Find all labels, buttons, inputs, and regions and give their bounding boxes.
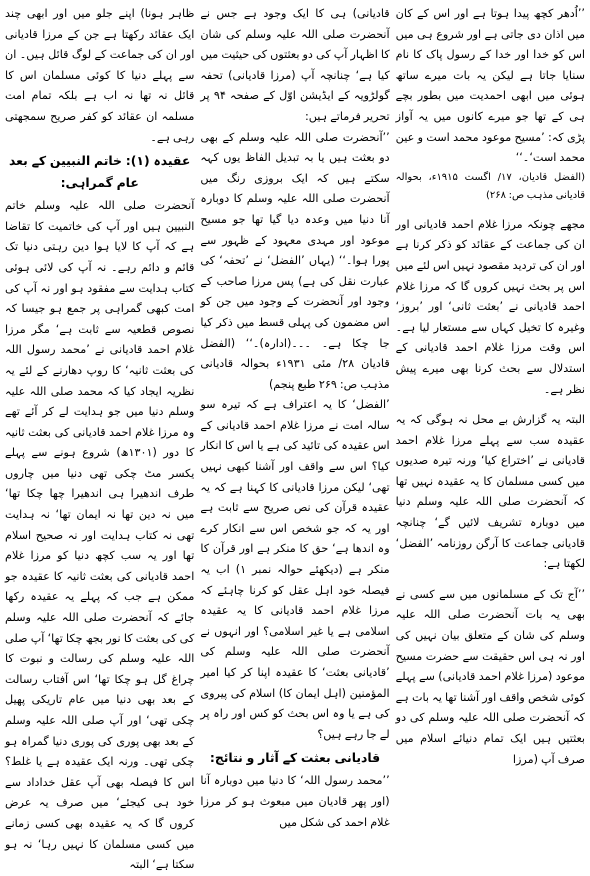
paragraph: قادیانی) ہی کا ایک وجود ہے جس نے آنحضرت صلی اللہ علیہ وسلم کی شان کا اظہار آپ کی دو بعثتوں کی حیثیت میں کیا ہے‘ چنانچہ آپ (مرزا قادیانی) تحفہ گولڑویہ کے ایڈیشن اوّل کے صفحہ ۹۴ پر تحریر فرماتے ہیں: xyxy=(200,7,390,123)
paragraph: ظاہر ہونا) اپنے جلو میں اور ابھی چند ایک عقائد رکھتا ہے جن کے مرزا قادیانی اور ان کی جماعت کے لوگ قائل ہیں۔ ان سے پہلے دنیا کا کوئی مسلمان اس کا قائل نہ تھا نہ اب ہے بلکہ تمام امت مسلمہ ان عقائد کو کفر صریح سمجھتی رہی ہے۔ xyxy=(5,7,195,144)
reference-citation: (الفضل قادیان، ۱۷/ اگست ۱۹۱۵ء، بحوالہ قادیانی مذہب ص: ۲۶۸) xyxy=(395,171,585,201)
section-heading: عقیدہ (۱): خاتم النبیین کے بعد عام گمراہی: xyxy=(9,153,191,191)
paragraph-gap xyxy=(396,205,585,215)
paragraph: آنحضرت صلی اللہ علیہ وسلم خاتم النبیین ہیں اور آپ کی خاتمیت کا تقاضا ہے کہ آپ کا لایا ہوا دین رہتی دنیا تک قائم و دائم رہے۔ نہ آپ کی لائی ہوئی کتاب ہدایت سے مفقود ہو اور نہ آپ کی امت کبھی گمراہی پر جمع ہو جیسا کہ نصوص قطعیہ سے ثابت ہے‘ مگر مرزا غلام احمد قادیانی نے ’محمد رسول اللہ کی بعثت ثانیہ‘ کا روپ دھارنے کے لئے یہ نظریہ ایجاد کیا کہ محمد صلی اللہ علیہ وسلم دنیا میں جو ہدایت لے کر آئے تھے وہ مرزا غلام احمد قادیانی کی بعثت ثانیہ کا دور (۱۳۰۱ھ) شروع ہونے سے پہلے یکسر مٹ چکی تھی دنیا میں چاروں طرف اندھیرا ہی اندھیرا چھا چکا تھا‘ میں نہ دین تھا نہ ایمان تھا‘ نہ ہدایت تھی نہ کتاب ہدایت اور نہ صحیح اسلام تھا اور یہ سب کچھ دنیا کو مرزا غلام احمد قادیانی کی بعثت ثانیہ کا عقیدہ جو ممکن ہے جب کہ پہلے یہ عقیدہ رکھا جائے کہ آنحضرت صلی اللہ علیہ وسلم کی کی بعثت کا نور بجھ چکا تھا‘ آپ صلی اللہ علیہ وسلم کی رسالت و نبوت کا چراغ گل ہو چکا تھا‘ اس آفتاب رسالت کے بعد بھی دنیا میں عام تاریکی پھیل چکی تھی‘ اور آپ صلی اللہ علیہ وسلم کے بعد بھی پوری کی پوری دنیا گمراہ ہو چکی تھی۔ ورنہ ایک عقیدہ ہے یا غلط؟ اس کا فیصلہ بھی آپ عقل خداداد سے خود ہی کیجئے‘ میں صرف یہ عرض کروں گا کہ یہ عقیدہ بھی کسی زمانے میں کسی مسلمان کا نہیں رہا‘ نہ ہو سکتا ہے‘ البتہ xyxy=(5,199,195,872)
paragraph: مجھے چونکہ مرزا غلام احمد قادیانی اور ان کی جماعت کے عقائد کو ذکر کرنا ہے اور ان کی تردید مقصود نہیں اس لئے میں اس پر بحث نہیں کروں گا کہ مرزا غلام احمد قادیانی نے ’بعثت ثانی‘ اور ’بروز‘ وغیرہ کا تخیل کہاں سے مستعار لیا ہے۔ اس وقت مرزا غلام احمد قادیانی کے استدلال سے بحث کرنا بھی میرے پیش نظر ہے۔ xyxy=(395,217,585,396)
paragraph-gap xyxy=(396,400,585,410)
section-heading: قادیانی بعثت کے آثار و نتائج: xyxy=(209,750,381,766)
column-left xyxy=(5,4,195,872)
column-middle xyxy=(200,4,390,829)
column-right xyxy=(396,4,585,779)
paragraph: ’’آنحضرت صلی اللہ علیہ وسلم کے بھی دو بعثت ہیں یا بہ تبدیل الفاظ یوں کہہ سکتے ہیں کہ ایک بروزی رنگ میں آنحضرت صلی اللہ علیہ وسلم کا دوبارہ آنا دنیا میں وعدہ دیا گیا تھا جو مسیح موعود اور مہدی معہود کے ظہور سے پورا ہوا۔‘‘ (یہاں ’الفضل‘ نے ’تحفہ‘ کی عبارت نقل کی ہے) پس مرزا صاحب کے وجود اور آنحضرت کے وجود میں جن کو اس مضمون کی پہلی قسط میں ذکر کیا جا چکا ہے۔ ۔۔۔(ادارہ)۔‘‘ (الفضل قادیان ۲۸/ مئی ۱۹۳۱ء بحوالہ قادیانی مذہب ص: ۲۶۹ طبع پنجم) xyxy=(200,130,390,391)
paragraph: ’’آج تک کے مسلمانوں میں سے کسی نے بھی یہ بات آنحضرت صلی اللہ علیہ وسلم کی شان کے متعلق بیان نہیں کی اور نہ ہی اس حقیقت سے حضرت مسیح موعود (مرزا غلام احمد قادیانی) سے پہلے کوئی شخص واقف اور آشنا تھا یہ بات ہے کہ آنحضرت صلی اللہ علیہ وسلم کی دو بعثتیں ہیں ایک تمام دنیائے اسلام میں صرف آپ (مرزا xyxy=(395,587,585,766)
paragraph: ’’اُدھر کچھ پیدا ہوتا ہے اور اس کے کان میں اذان دی جاتی ہے اور شروع ہی میں اس کو خدا اور خدا کے رسول پاک کا نام سنایا جاتا ہے لیکن یہ بات میرے ساتھ ہوئی میں ابھی احمدیت میں بطور بچے ہی کے تھا جو میرے کانوں میں یہ آواز پڑی کہ: ’مسیح موعود محمد است و عین محمد است‘۔‘‘ xyxy=(395,7,585,165)
paragraph-gap xyxy=(396,575,585,585)
paragraph: ’’محمد رسول اللہ‘ کا دنیا میں دوبارہ آنا (اور پھر قادیان میں مبعوث ہو کر مرزا غلام احمد کی شکل میں xyxy=(200,774,390,829)
paragraph: البتہ یہ گزارش بے محل نہ ہوگی کہ یہ عقیدہ سب سے پہلے مرزا غلام احمد قادیانی نے ’اختراع کیا‘ ورنہ تیرہ صدیوں میں کسی مسلمان کا یہ عقیدہ نہیں تھا کہ آنحضرت صلی اللہ علیہ وسلم دنیا میں دوبارہ تشریف لائیں گے‘ چنانچہ قادیانی جماعت کا آرگن روزنامہ ’الفضل‘ لکھتا ہے: xyxy=(395,413,585,571)
paragraph: ’الفضل‘ کا یہ اعتراف ہے کہ تیرہ سو سالہ امت نے مرزا غلام احمد قادیانی کے اس عقیدہ کی تائید کی ہے یا اس کا انکار کیا؟ اس سے واقف اور آشنا کبھی نہیں تھی‘ لیکن مرزا قادیانی کا کہنا ہے کہ یہ عقیدہ قرآن کی نص صریح سے ثابت ہے اور یہ کہ جو شخص اس سے انکار کرے وہ اندھا ہے‘ حق کا منکر ہے اور قرآن کا منکر ہے (دیکھئے حوالہ نمبر ۱) اب یہ فیصلہ خود اہل عقل کو کرنا چاہئے کہ مرزا غلام احمد قادیانی کا یہ عقیدہ اسلامی ہے یا غیر اسلامی؟ اور انہوں نے آنحضرت صلی اللہ علیہ وسلم کی ’قادیانی بعثت‘ کا عقیدہ اپنا کر کیا امیر المؤمنین (اہل ایمان کا) اسلام کی پیروی کی ہے یا وہ اس بحث کو کس اور راہ پر لے جا رہے ہیں؟ xyxy=(200,398,390,741)
